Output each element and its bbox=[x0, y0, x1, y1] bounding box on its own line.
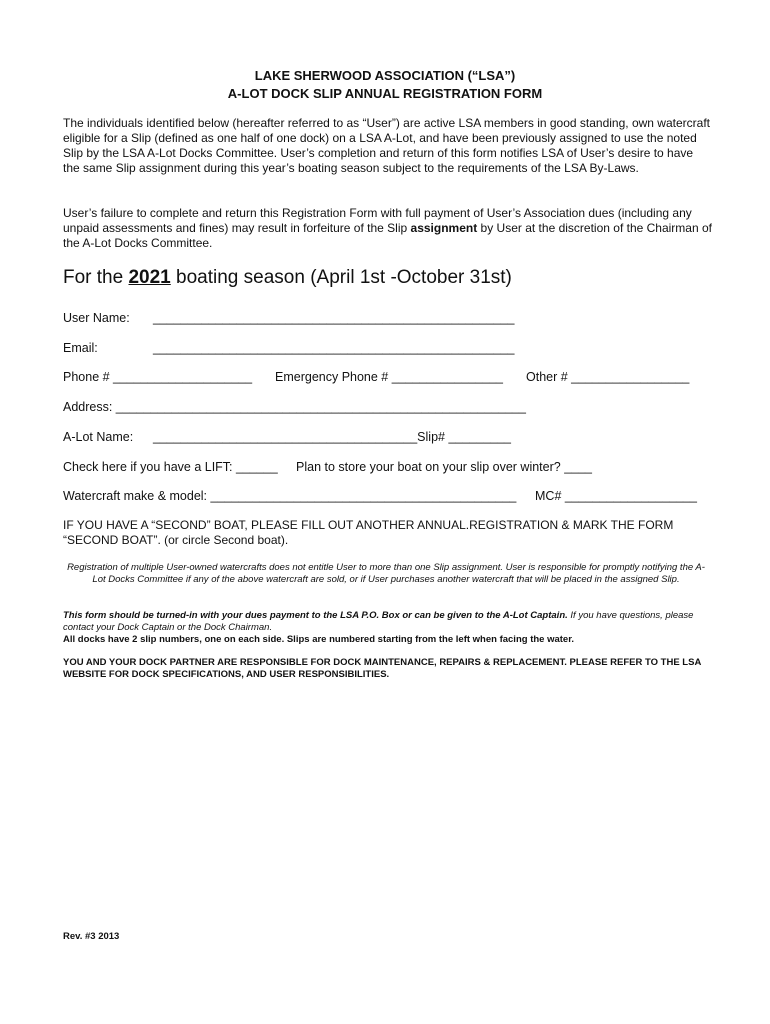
winter-storage-field[interactable]: Plan to store your boat on your slip over winter? ____ bbox=[296, 460, 593, 474]
association-title: LAKE SHERWOOD ASSOCIATION (“LSA”) bbox=[254, 68, 516, 83]
turn-in-rest: If you have questions, please contact your Dock Captain or the Dock Chairman. bbox=[63, 610, 694, 633]
turn-in-bold: This form should be turned-in with your dues payment to the LSA P.O. Box or can be given to the A-Lot Captain. bbox=[63, 610, 568, 621]
emergency-phone-field[interactable]: Emergency Phone # ________________ bbox=[275, 370, 503, 384]
failure-paragraph bbox=[63, 206, 713, 251]
lift-field[interactable]: Check here if you have a LIFT: ______ bbox=[63, 460, 278, 474]
intro-paragraph: The individuals identified below (hereafter referred to as “User”) are active LSA members in good standing, own watercraft eligible for a Slip (defined as one half of one dock) on a LSA A-Lot, and have been previously assigned to use the noted Slip by the LSA A-Lot Docks Committee. User’s completion and return of this form notifies LSA of User’s desire to have the same Slip assignment during this year’s boating season subject to the requirements of the LSA By-Laws. bbox=[63, 116, 710, 175]
season-prefix: For the bbox=[63, 267, 129, 288]
revision-label: Rev. #3 2013 bbox=[63, 931, 120, 942]
slip-numbering-note: All docks have 2 slip numbers, one on each side. Slips are numbered starting from the left when facing the water. bbox=[63, 634, 575, 645]
user-name-label: User Name: bbox=[63, 311, 130, 325]
season-suffix: boating season (April 1st -October 31st) bbox=[170, 267, 512, 288]
multiple-watercraft-note: Registration of multiple User-owned watercrafts does not entitle User to more than one Slip assignment. User is responsible for promptly notifying the A-Lot Docks Committee if any of the above watercraft are sold, or if User purchases another watercraft that will be placed in the assigned Slip. bbox=[67, 562, 705, 585]
watercraft-field[interactable]: Watercraft make & model: ____________________________________________ bbox=[63, 489, 517, 503]
mc-number-field[interactable]: MC# ___________________ bbox=[535, 489, 697, 503]
alot-label: A-Lot Name: bbox=[63, 430, 134, 444]
season-heading bbox=[63, 266, 512, 290]
season-year: 2021 bbox=[128, 267, 171, 288]
other-phone-field[interactable]: Other # _________________ bbox=[526, 370, 690, 384]
phone-field[interactable]: Phone # ____________________ bbox=[63, 370, 253, 384]
address-field[interactable]: Address: ___________________________________________________________ bbox=[63, 400, 526, 414]
failure-text-bold: assignment bbox=[410, 221, 478, 235]
responsibility-note: YOU AND YOUR DOCK PARTNER ARE RESPONSIBLE FOR DOCK MAINTENANCE, REPAIRS & REPLACEMENT. PLEASE REFER TO THE LSA WEBSITE FOR DOCK SPECIFICATIONS, AND USER RESPONSIBILITIES. bbox=[63, 657, 701, 680]
email-row bbox=[63, 341, 98, 356]
failure-text-end: by User at the discretion of the Chairman of the A-Lot Docks Committee. bbox=[63, 221, 712, 250]
email-label: Email: bbox=[63, 341, 98, 355]
second-boat-note: IF YOU HAVE A “SECOND” BOAT, PLEASE FILL OUT ANOTHER ANNUAL.REGISTRATION & MARK THE FORM “SECOND BOAT”. (or circle Second boat). bbox=[63, 518, 674, 547]
failure-text-start: User’s failure to complete and return this Registration Form with full payment of User’s Association dues (including any unpaid assessments and fines) may result in forfeiture of the Slip bbox=[63, 206, 692, 235]
form-title: A-LOT DOCK SLIP ANNUAL REGISTRATION FORM bbox=[227, 86, 543, 101]
alot-slip-field[interactable]: ______________________________________Slip# _________ bbox=[153, 430, 512, 444]
user-name-field[interactable]: ____________________________________________________ bbox=[153, 311, 515, 325]
alot-row bbox=[63, 430, 133, 445]
turn-in-note bbox=[63, 610, 713, 634]
user-name-row bbox=[63, 311, 130, 326]
email-field[interactable]: ____________________________________________________ bbox=[153, 341, 515, 355]
